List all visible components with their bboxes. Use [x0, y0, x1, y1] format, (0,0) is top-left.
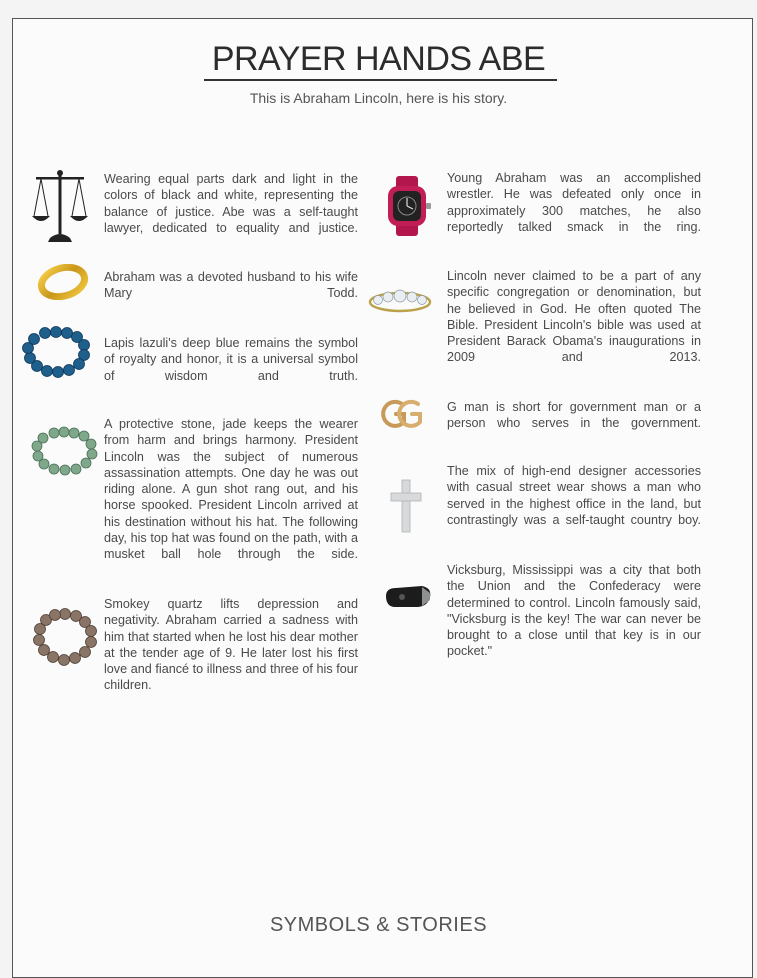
- left-item-quartz: Smokey quartz lifts depression and negativity. Abraham carried a sadness with him that started when he lost his dear mother at the tender age of 9. He later lost his first love and fiancé to illness and three of his four children.: [104, 597, 358, 693]
- left-item-jade: A protective stone, jade keeps the wearer from harm and brings harmony. President Lincoln was the subject of numerous assassination attempts. One day he was out riding alone. A gun shot rang out, and his horse spooked. President Lincoln arrived at his destination without his hat. The following day, his top hat was found on the path, with a musket ball hole through the side.: [104, 417, 358, 562]
- page-title: PRAYER HANDS ABE: [211, 40, 546, 78]
- right-item-designer: The mix of high-end designer accessories with casual street wear shows a man who served in the highest office in the land, but contrastingly was a self-taught country boy.: [447, 464, 701, 527]
- jade-bracelet-icon: [30, 426, 98, 476]
- scales-of-justice-icon: [32, 168, 88, 244]
- right-item-vicksburg: Vicksburg, Mississippi was a city that both the Union and the Confederacy were determined to control. Lincoln famously said, "Vicksburg is the key! The war can never be brought to a close until that key is in our pocket.": [447, 563, 701, 659]
- cross-pendant-icon: [388, 478, 424, 534]
- gold-ring-icon: [38, 264, 88, 300]
- left-item-justice: Wearing equal parts dark and light in the colors of black and white, representing the balance of justice. Abe was a self-taught lawyer, dedicated to equality and justice.: [104, 172, 358, 235]
- right-item-faith: Lincoln never claimed to be a part of any specific congregation or denomination, but he believed in God. He often quoted The Bible. President Lincoln's bible was used at President Barack Obama's inaugurations in 2009 and 2013.: [447, 269, 701, 365]
- left-item-ring: Abraham was a devoted husband to his wife Mary Todd.: [104, 270, 358, 301]
- page-footer: SYMBOLS & STORIES: [269, 914, 488, 936]
- right-item-gman: G man is short for government man or a person who serves in the government.: [447, 400, 701, 431]
- watch-icon: [382, 176, 434, 236]
- title-underline: [204, 79, 557, 81]
- gg-logo-icon: [380, 396, 430, 432]
- car-key-icon: [382, 582, 434, 612]
- page-subtitle: This is Abraham Lincoln, here is his story.: [249, 90, 508, 106]
- lapis-bracelet-icon: [22, 326, 90, 378]
- left-item-lapis: Lapis lazuli's deep blue remains the symbol of royalty and honor, it is a universal symbol of wisdom and truth.: [104, 336, 358, 383]
- diamond-ring-icon: [368, 286, 432, 314]
- smokey-quartz-bracelet-icon: [32, 608, 98, 666]
- right-item-wrestler: Young Abraham was an accomplished wrestler. He was defeated only once in approximately 300 matches, he also reportedly talked smack in the ring.: [447, 171, 701, 234]
